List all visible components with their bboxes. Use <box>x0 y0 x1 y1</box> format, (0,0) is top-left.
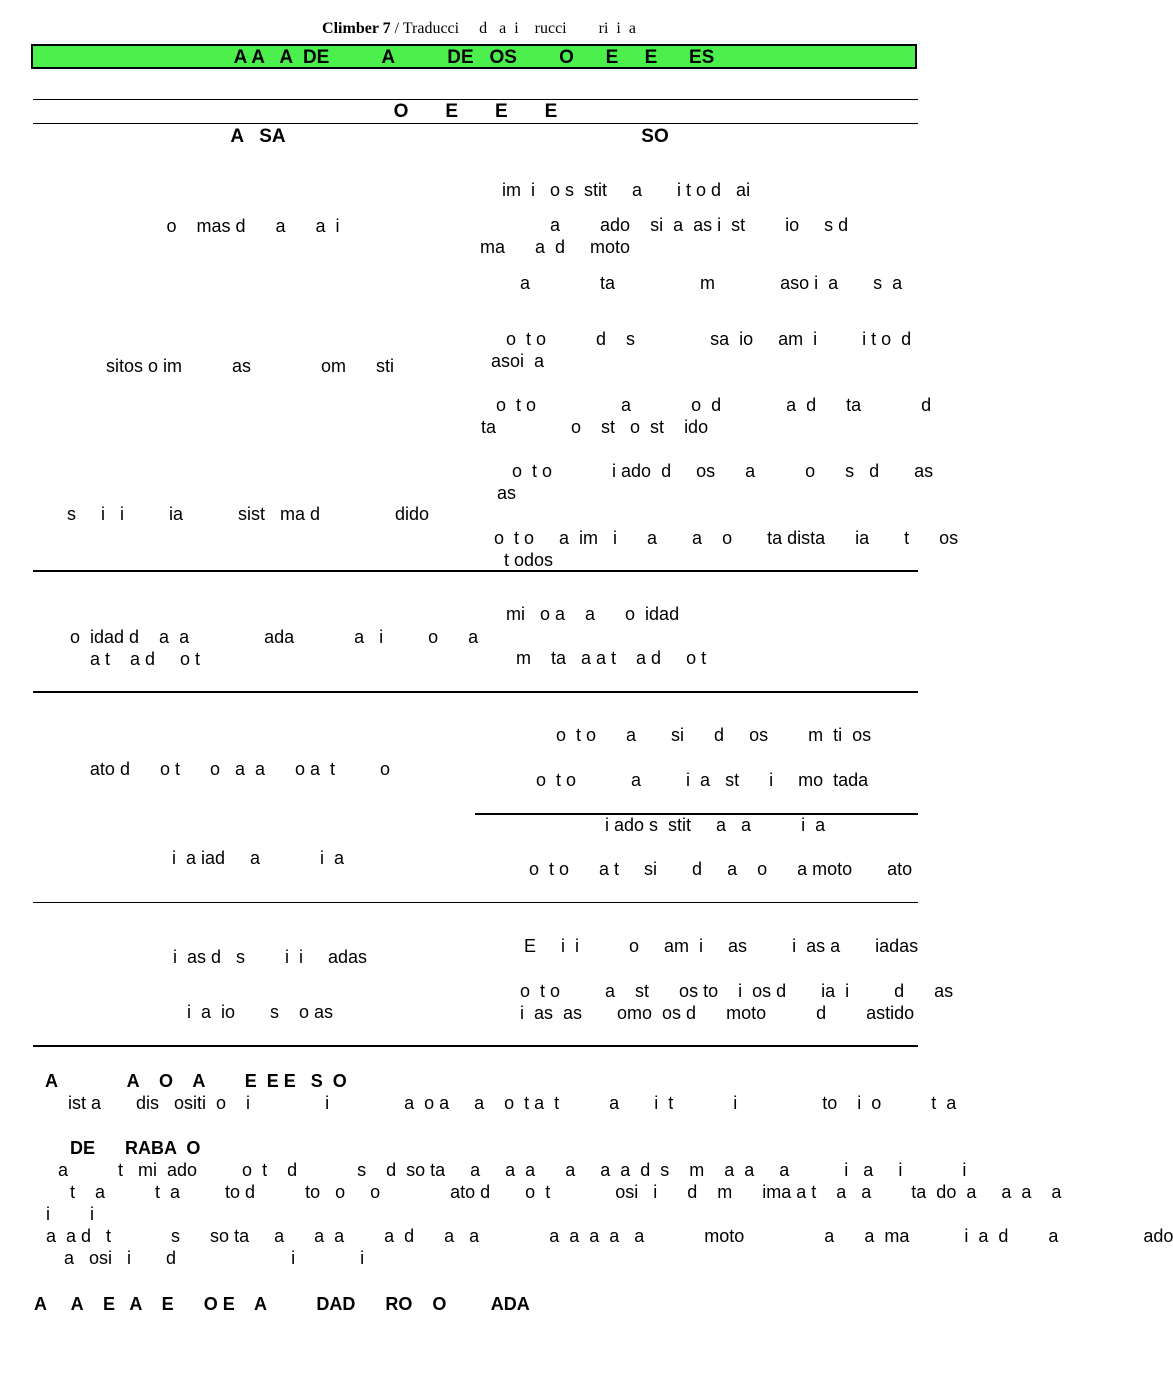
table-row-left: ato d o t o a a o a t o <box>89 759 391 779</box>
table-row-left: sitos o im as om sti <box>105 356 395 376</box>
table-row-right: o t o a i a st i mo tada <box>536 770 869 790</box>
row-divider <box>33 902 918 903</box>
paragraph-line: a t mi ado o t d s d so ta a a a a a a d s m a a a i a i i <box>58 1160 967 1180</box>
table-row-right: o t o d s sa io am i i t o d asoi a <box>491 329 912 371</box>
table-row-right: o t o a im i a a o ta distа ia t os t odos <box>494 528 959 570</box>
section-heading: A A E A E O E A DAD RO O ADA <box>34 1294 530 1314</box>
table-row-left: i a iad a i a <box>171 848 345 868</box>
table-row-right: i ado s stit a a i a <box>605 815 826 835</box>
paragraph-line: t a t a to d to o o ato d o t osi i d m ima a t a a ta do a a a a <box>70 1182 1062 1202</box>
paragraph-line: a a d t s so ta a a a a d a a a a a a a moto a a ma i a d a ado <box>46 1226 1173 1246</box>
table-row-right: a ta m aso i a s a <box>505 273 903 293</box>
column-header-left: A SA <box>230 126 286 147</box>
table-row-right: a ado si a as i st io s d ma a d moto <box>480 215 849 257</box>
paragraph-line: a osi i d i i <box>64 1248 365 1268</box>
section-heading: A A O A E E E S O <box>45 1071 347 1091</box>
column-header-right: SO <box>641 126 669 147</box>
page-header <box>0 2 950 38</box>
table-row-right: m ta a a t a d o t <box>516 648 707 668</box>
banner-text: A A A DE A DE OS O E E ES <box>233 47 715 68</box>
section-paragraph: ist a dis ositi o i i a o a a o t a t a i t i to i o t a <box>68 1093 957 1113</box>
table-row-right: o t o a o d a d ta d ta o st o st ido <box>481 395 932 437</box>
table-row-right: E i i o am i as i as a iadas <box>524 936 919 956</box>
table-title: O E E E <box>393 101 558 122</box>
table-row-right: o t o a st os to i os d ia i d as i as as omo os d moto d astido <box>520 981 954 1023</box>
table-row-left: i as d s i i adas <box>172 947 368 967</box>
title-banner <box>31 44 917 69</box>
table-row-right: o t o i ado d os a o s d as as <box>497 461 934 503</box>
table-row-left: s i i ia sist ma d dido <box>66 504 430 524</box>
table-row-right: mi o a a o idad <box>506 604 680 624</box>
row-divider <box>33 691 918 693</box>
section-heading: DE RABA O <box>70 1138 201 1158</box>
table-row-right: im i o s stit a i t o d ai <box>502 180 751 200</box>
table-row-left: o mas d a a i <box>166 216 340 236</box>
table-row-right: o t o a si d os m ti os <box>556 725 872 745</box>
table-bottom-rule <box>33 1045 918 1047</box>
paragraph-line: i i <box>46 1204 95 1224</box>
table-row-right: o t o a t si d a o a moto ato <box>529 859 913 879</box>
table-title-rule <box>33 123 918 124</box>
table-row-left: i a io s o as <box>186 1002 334 1022</box>
table-top-rule <box>33 99 918 100</box>
brand-name: Climber 7 <box>322 20 391 37</box>
header-subtitle: / Traducci d a i rucci ri i a <box>390 20 636 37</box>
row-divider <box>33 570 918 572</box>
table-row-left: o idad d a a ada a i o a a t a d o t <box>70 627 479 669</box>
